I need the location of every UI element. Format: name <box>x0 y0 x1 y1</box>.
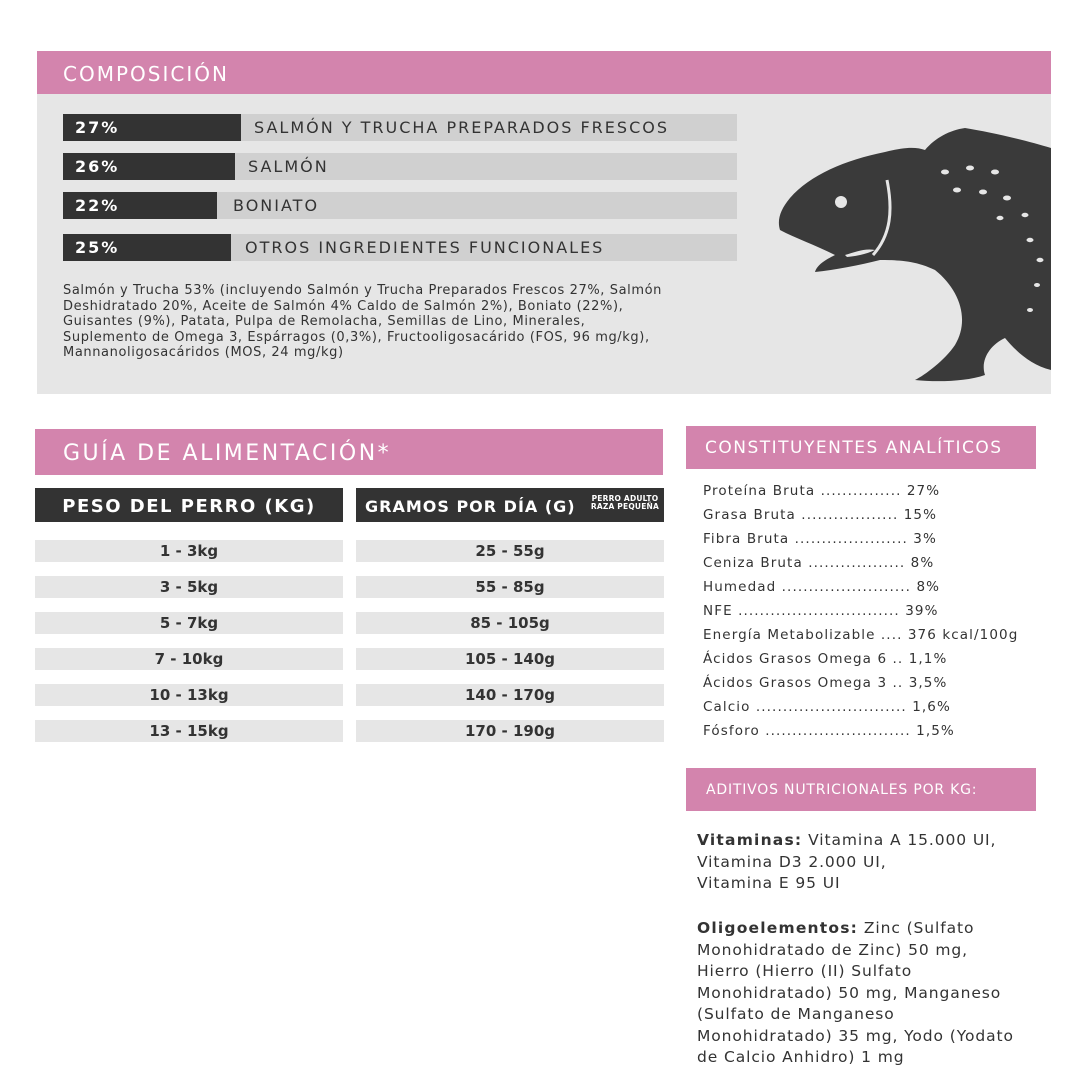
analytical-row: Fibra Bruta ..................... 3% <box>703 531 937 547</box>
analytical-row: Fósforo ........................... 1,5% <box>703 723 955 739</box>
table-cell-weight: 10 - 13kg <box>35 684 343 706</box>
additives-title: ADITIVOS NUTRICIONALES POR KG: <box>686 768 1036 811</box>
col-header-note-line: PERRO ADULTO <box>591 494 659 503</box>
trace-line: Monohidratado) 35 mg, Yodo (Yodato <box>697 1026 1014 1045</box>
vitamins-line: Vitamina D3 2.000 UI, <box>697 852 887 871</box>
table-cell-weight: 1 - 3kg <box>35 540 343 562</box>
composition-row <box>63 234 737 261</box>
vitamins-label: Vitaminas: <box>697 831 803 849</box>
table-cell-weight: 5 - 7kg <box>35 612 343 634</box>
vitamins-paragraph <box>697 830 1057 895</box>
trace-elements-paragraph <box>697 918 1057 1069</box>
vitamins-line: Vitamina A 15.000 UI, <box>802 831 997 849</box>
col-header-note-line: RAZA PEQUEÑA <box>590 502 659 511</box>
analytical-row: Ceniza Bruta .................. 8% <box>703 555 935 571</box>
composition-pct: 22% <box>63 192 217 219</box>
composition-title: COMPOSICIÓN <box>37 51 1051 94</box>
table-cell-weight: 7 - 10kg <box>35 648 343 670</box>
fish-icon <box>775 120 1051 394</box>
analytical-row: Grasa Bruta .................. 15% <box>703 507 938 523</box>
composition-label: SALMÓN <box>248 157 329 176</box>
composition-label: SALMÓN Y TRUCHA PREPARADOS FRESCOS <box>254 118 669 137</box>
composition-row <box>63 153 737 180</box>
composition-pct: 25% <box>63 234 231 261</box>
analytical-row: Ácidos Grasos Omega 3 .. 3,5% <box>703 675 948 691</box>
table-cell-grams: 170 - 190g <box>356 720 664 742</box>
analytical-row: NFE .............................. 39% <box>703 603 939 619</box>
table-cell-grams: 105 - 140g <box>356 648 664 670</box>
feeding-guide-title: GUÍA DE ALIMENTACIÓN* <box>35 429 663 475</box>
analytical-row: Proteína Bruta ............... 27% <box>703 483 941 499</box>
col-header-grams-note <box>591 495 659 511</box>
trace-line: Zinc (Sulfato <box>858 919 975 937</box>
analytical-row: Ácidos Grasos Omega 6 .. 1,1% <box>703 651 948 667</box>
ingredients-line: Deshidratado 20%, Aceite de Salmón 4% Caldo de Salmón 2%), Boniato (22%), <box>63 298 624 314</box>
analytical-row: Energía Metabolizable .... 376 kcal/100g <box>703 627 1019 643</box>
analytical-title: CONSTITUYENTES ANALÍTICOS <box>686 426 1036 469</box>
composition-label: OTROS INGREDIENTES FUNCIONALES <box>245 238 605 257</box>
trace-line: Monohidratado de Zinc) 50 mg, <box>697 940 968 959</box>
composition-pct: 26% <box>63 153 235 180</box>
trace-line: (Sulfato de Manganeso <box>697 1005 895 1023</box>
analytical-row: Humedad ........................ 8% <box>703 579 941 595</box>
trace-line: de Calcio Anhidro) 1 mg <box>697 1048 905 1066</box>
table-cell-grams: 140 - 170g <box>356 684 664 706</box>
analytical-row: Calcio ............................ 1,6% <box>703 699 951 715</box>
table-cell-grams: 85 - 105g <box>356 612 664 634</box>
trace-line: Monohidratado) 50 mg, Manganeso <box>697 983 1002 1002</box>
ingredients-line: Suplemento de Omega 3, Espárragos (0,3%), Fructooligosacárido (FOS, 96 mg/kg), <box>63 329 650 345</box>
vitamins-line: Vitamina E 95 UI <box>697 874 841 892</box>
trace-line: Hierro (Hierro (II) Sulfato <box>697 962 913 980</box>
table-cell-grams: 25 - 55g <box>356 540 664 562</box>
composition-row <box>63 114 737 141</box>
table-cell-weight: 13 - 15kg <box>35 720 343 742</box>
composition-label: BONIATO <box>233 196 320 215</box>
composition-pct: 27% <box>63 114 241 141</box>
table-cell-weight: 3 - 5kg <box>35 576 343 598</box>
trace-elements-label: Oligoelementos: <box>697 919 859 937</box>
col-header-grams-label: GRAMOS POR DÍA (G) <box>365 497 576 516</box>
composition-ingredients-text <box>63 283 783 361</box>
table-cell-grams: 55 - 85g <box>356 576 664 598</box>
ingredients-line: Salmón y Trucha 53% (incluyendo Salmón y Trucha Preparados Frescos 27%, Salmón <box>63 283 663 298</box>
ingredients-line: Guisantes (9%), Patata, Pulpa de Remolacha, Semillas de Lino, Minerales, <box>63 314 586 329</box>
ingredients-line: Mannanoligosacáridos (MOS, 24 mg/kg) <box>63 345 344 360</box>
col-header-grams <box>356 488 664 522</box>
composition-row <box>63 192 737 219</box>
col-header-weight: PESO DEL PERRO (KG) <box>35 488 343 522</box>
analytical-list <box>703 482 1073 746</box>
